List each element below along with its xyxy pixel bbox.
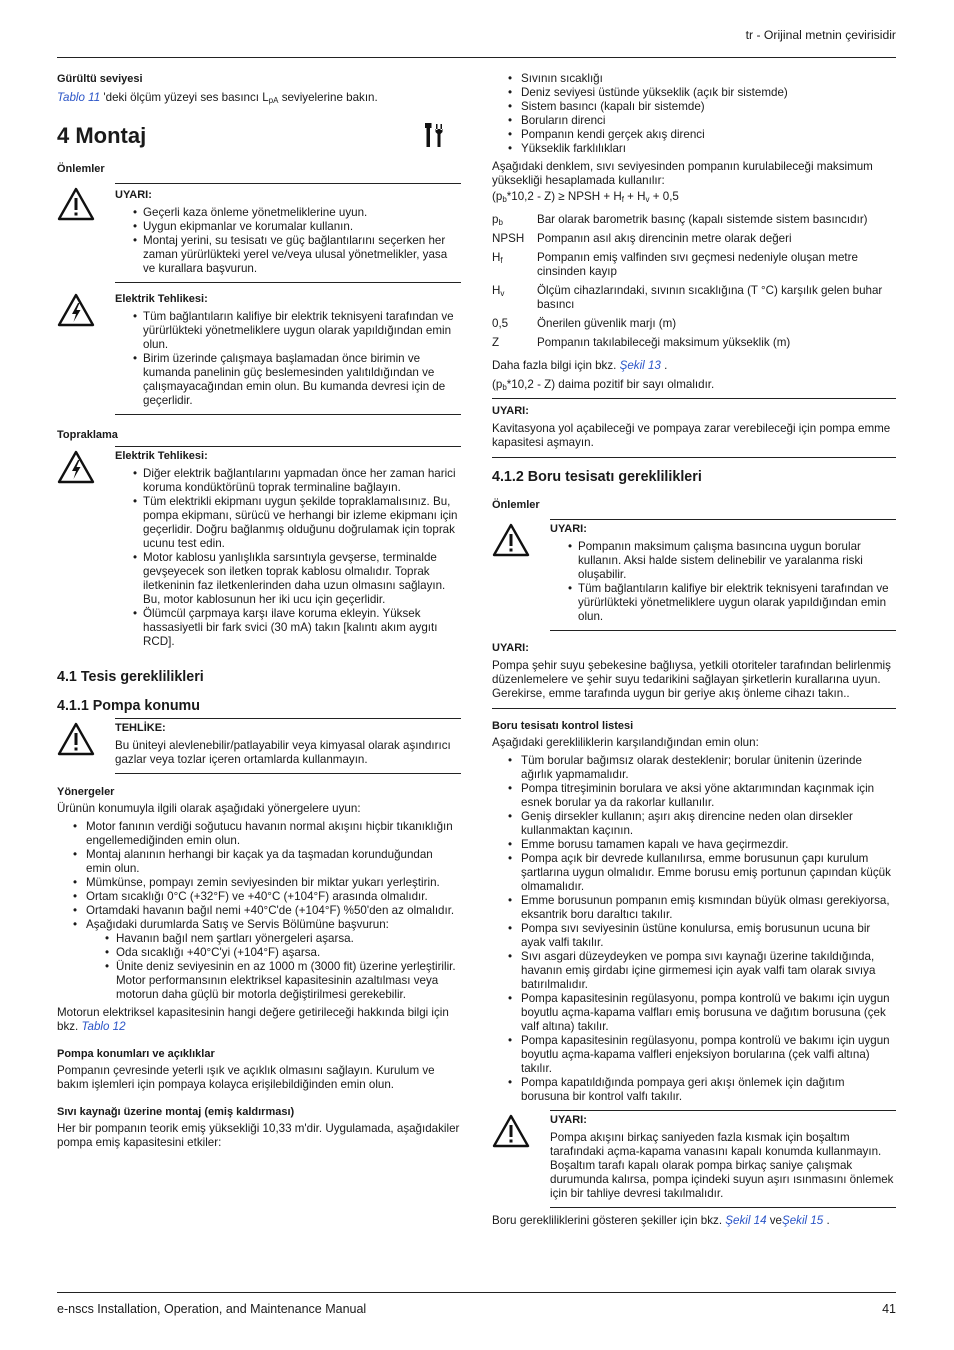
list-item: • Emme borusunun pompanın emiş kısmından büyük olması gerekiyorsa, eksantrik boru daraltıcı takılır.: [492, 894, 896, 922]
term-description: Pompanın emiş valfinden sıvı geçmesi nedeniyle oluşan metre cinsinden kayıp: [537, 251, 858, 278]
list-item: • Tüm bağlantıların kalifiye bir elektrik teknisyeni tarafından ve yürürlükteki yönetmeliklere uygun olarak yapıldığından emin olun.: [115, 310, 461, 352]
warning-label: UYARI:: [115, 189, 152, 201]
warning-triangle-icon: [492, 1114, 530, 1148]
chapter-title: 4 Montaj: [57, 122, 461, 150]
positions-heading: Pompa konumları ve açıklıklar: [57, 1048, 215, 1060]
list-item: • Pompa açık bir devrede kullanılırsa, emme borusunun çapı kurulum şartlarına uygun olmalıdır. Emme borusu emiş portunun çapından küçük olmamalıdır.: [492, 852, 896, 894]
grounding-heading: Topraklama: [57, 429, 118, 441]
figure15-link[interactable]: Şekil 15: [781, 1214, 824, 1227]
page-footer: [57, 1302, 896, 1316]
footer-rule: [57, 1292, 896, 1293]
electrical-hazard-label: Elektrik Tehlikesi:: [115, 293, 208, 305]
list-item: • Yükseklik farklılıkları: [492, 142, 896, 156]
cavitation-text: Kavitasyona yol açabileceği ve pompaya zarar verebileceği için pompa emme kapasitesi aşmayın.: [492, 422, 891, 449]
throttling-warning-box: [492, 1110, 896, 1208]
electrical-hazard-box-1: [57, 283, 461, 415]
term-symbol: $H_v$: [492, 284, 505, 298]
electrical-hazard-icon: [57, 450, 95, 484]
warning-triangle-icon: [57, 722, 95, 756]
guidelines-list: [57, 820, 461, 932]
warning-label: UYARI:: [550, 523, 587, 535]
list-item: • Oda sıcaklığı +40°C'yi (+104°F) aşarsa.: [57, 946, 461, 960]
list-item: • Ölümcül çarpmaya karşı ilave koruma ekleyin. Yüksek hassasiyetli bir fark svici (30 mA) takın [kalıntı akım aygıtı RCD].: [115, 607, 461, 649]
figures-paragraph: Boru gerekliliklerini gösteren şekiller için bkz. Şekil 14 veŞekil 15 .: [492, 1214, 830, 1227]
tools-icon: [425, 123, 443, 149]
noise-paragraph: Tablo 11 'deki ölçüm yüzeyi ses basıncı $L_{pA}$ seviyelerine bakın.: [57, 91, 378, 105]
list-item: • Pompa kapasitesinin regülasyonu, pompa kontrolü ve bakımı için uygun boyutlu açma-kapama valfleri enjeksiyon borularına (çek valfi altına) takılır.: [492, 1034, 896, 1076]
header-rule: [57, 57, 896, 58]
list-item: • Diğer elektrik bağlantılarını yapmadan önce her zaman harici koruma kondüktörünü toprak terminaline bağlayın.: [115, 467, 461, 495]
electrical-hazard-box-2: [57, 446, 461, 655]
warning-triangle-icon: [57, 187, 95, 221]
section-4-1-2-heading: 4.1.2 Boru tesisatı gereklilikleri: [492, 469, 702, 485]
figure14-link[interactable]: Şekil 14: [725, 1214, 767, 1227]
guidelines-sublist: [57, 932, 461, 1002]
table11-link[interactable]: Tablo 11: [57, 91, 101, 104]
warning-box-piping: [492, 519, 896, 631]
warning-triangle-icon: [492, 523, 530, 557]
warning-label: UYARI:: [550, 1114, 587, 1126]
list-item: • Pompa titreşiminin borulara ve aksi yöne aktarımından kaçınmak için esnek borular ya da rakorlar kullanılır.: [492, 782, 896, 810]
list-item: • Pompanın maksimum çalışma basıncına uygun borular kullanın. Aksi halde sistem delinebilir ve yaralanma riski oluşabilir.: [550, 540, 896, 582]
more-info-paragraph: Daha fazla bilgi için bkz. Şekil 13 .: [492, 359, 668, 372]
list-item: • Tüm bağlantıların kalifiye bir elektrik teknisyeni tarafından ve yürürlükteki yönetmeliklere uygun olarak yapıldığından emin olun.: [550, 582, 896, 624]
precautions-heading: Önlemler: [57, 163, 105, 175]
suction-factors-list: [492, 72, 896, 156]
equation-terms: [492, 213, 896, 350]
list-item: • Ünite deniz seviyesinin en az 1000 m (3000 fit) üzerine yerleştirilir. Motor performansının elektriksel kapasitesinin azaltılması veya motorun daha güçlü bir motorla değiştirilmesi gerekebilir.: [57, 960, 461, 1002]
page-number: 41: [882, 1302, 896, 1316]
electrical-hazard-icon: [57, 293, 95, 327]
term-symbol: $H_f$: [492, 251, 503, 265]
precautions-heading: Önlemler: [492, 499, 540, 511]
term-symbol: 0,5: [492, 317, 509, 330]
guidelines-intro: Ürünün konumuyla ilgili olarak aşağıdaki yönergelere uyun:: [57, 802, 361, 815]
term-symbol: NPSH: [492, 232, 525, 245]
list-item: • Uygun ekipmanlar ve korumalar kullanın.: [115, 220, 461, 234]
term-description: Pompanın asıl akış direncinin metre olarak değeri: [537, 232, 792, 245]
list-item: • Pompanın kendi gerçek akış direnci: [492, 128, 896, 142]
throttling-text: Pompa akışını birkaç saniyeden fazla kısmak için boşaltım tarafındaki açma-kapama vanasını kapalı konumda kullanmayın. Boşaltım tarafı kapalı olarak pompa birkaç saniye çalışmak durumunda kalırsa, pompa içindeki suyun aşırı ısınmasını önlemek için bir tahliye devresi takılmalıdır.: [550, 1131, 894, 1200]
list-item: • Tüm borular bağımsız olarak desteklenir; borular ünitenin üzerinde ağırlık yapmamalıdır.: [492, 754, 896, 782]
derate-paragraph: Motorun elektriksel kapasitesinin hangi değere getirileceği hakkında bilgi için bkz. Tablo 12: [57, 1006, 449, 1033]
term-description: Bar olarak barometrik basınç (kapalı sistemde sistem basıncıdır): [537, 213, 868, 226]
list-item: • Mümkünse, pompayı zemin seviyesinden bir miktar yukarı yerleştirin.: [57, 876, 461, 890]
warning-label: UYARI:: [492, 642, 529, 654]
danger-text: Bu üniteyi alevlenebilir/patlayabilir veya kimyasal olarak aşındırıcı gazlar veya tozlar içeren ortamlarda kullanmayın.: [115, 739, 451, 766]
list-item: • Montaj alanının herhangi bir kaçak ya da taşmadan korunduğundan emin olun.: [57, 848, 461, 876]
warning-label: UYARI:: [492, 405, 529, 417]
list-item: • Tüm elektrikli ekipmanı uygun şekilde topraklamalısınız. Bu, pompa ekipmanı, sürücü ve herhangi bir izleme ekipmanı için geçerlidir. Doğru bağlanmış olduğunu doğrulamak için toprak ucunu test edin.: [115, 495, 461, 551]
positive-note: $(p_b*10,2 - Z)$ daima pozitif bir sayı olmalıdır.: [492, 378, 715, 392]
table12-link[interactable]: Tablo 12: [81, 1020, 126, 1033]
electrical-hazard-label: Elektrik Tehlikesi:: [115, 450, 208, 462]
section-4-1-heading: 4.1 Tesis gereklilikleri: [57, 669, 204, 685]
cavitation-warning: [492, 398, 896, 458]
list-item: • Geniş dirsekler kullanın; aşırı akış direncine neden olan dirsekler kullanmaktan kaçının.: [492, 810, 896, 838]
positions-text: Pompanın çevresinde yeterli ışık ve açıklık olmasını sağlayın. Kurulum ve bakım işlemleri için pompaya kolayca erişilebildiğinden emin olun.: [57, 1064, 435, 1091]
list-item: • Pompa sıvı seviyesinin üstüne konulursa, emiş borusunun ucuna bir ayak valfi takılır.: [492, 922, 896, 950]
page-header: tr - Orijinal metnin çevirisidir: [745, 28, 896, 42]
list-item: • Emme borusu tamamen kapalı ve hava geçirmezdir.: [492, 838, 896, 852]
term-symbol: $p_b$: [492, 213, 503, 227]
suction-text: Her bir pompanın teorik emiş yüksekliği 10,33 m'dir. Uygulamada, aşağıdakiler pompa emiş kapasitesini etkiler:: [57, 1122, 460, 1149]
checklist-heading: Boru tesisatı kontrol listesi: [492, 720, 634, 732]
list-item: • Aşağıdaki durumlarda Satış ve Servis Bölümüne başvurun:: [57, 918, 461, 932]
footer-manual-title: e-nscs Installation, Operation, and Maintenance Manual: [57, 1302, 367, 1316]
list-item: • Sıvı asgari düzeydeyken ve pompa sıvı kaynağı üzerine takıldığında, havanın emiş girdabı içine girmemesi için ayak valfi tam olarak sıvıya batırılmalıdır.: [492, 950, 896, 992]
list-item: • Sıvının sıcaklığı: [492, 72, 896, 86]
term-description: Pompanın takılabileceği maksimum yükseklik (m): [537, 336, 791, 349]
equation: $(p_b*10,2 - Z)$ ≥ NPSH + $H_f + H_v + 0,5$: [492, 190, 679, 204]
danger-box: [57, 718, 461, 774]
term-description: Ölçüm cihazlarındaki, sıvının sıcaklığına (T °C) karşılık gelen buhar basıncı: [537, 284, 883, 311]
list-item: • Motor kablosu yanlışlıkla sarsıntıyla gevşerse, terminalde gevşeyecek son iletken toprak kablosu olmalıdır. Toprak iletkeninin faz iletkenlerinden daha uzun olmasını sağlayın. Bu, motor kablosunun her iki ucu için geçerlidir.: [115, 551, 461, 607]
checklist-list: [492, 754, 896, 1104]
section-4-1-1-heading: 4.1.1 Pompa konumu: [57, 698, 201, 714]
figure13-link[interactable]: Şekil 13: [619, 359, 661, 372]
list-item: • Havanın bağıl nem şartları yönergeleri aşarsa.: [57, 932, 461, 946]
list-item: • Birim üzerinde çalışmaya başlamadan önce birimin ve kumanda panelinin güç beslemesinden yalıtıldığından ve çalışmayacağından emin olun. Bu kumanda devresi için de geçerlidir.: [115, 352, 461, 408]
warning-box-general: [57, 183, 461, 283]
left-column: [57, 72, 461, 1150]
list-item: • Pompa kapatıldığında pompaya geri akışı önlemek için dağıtım borusuna bir kontrol valfı takılır.: [492, 1076, 896, 1104]
list-item: • Motor fanının verdiği soğutucu havanın normal akışını hiçbir tıkanıklığın engellemediğinden emin olun.: [57, 820, 461, 848]
term-description: Önerilen güvenlik marjı (m): [537, 317, 677, 330]
danger-label: TEHLİKE:: [115, 722, 166, 734]
city-water-text: Pompa şehir suyu şebekesine bağlıysa, yetkili otoriteler tarafından belirlenmiş düzenlemelere ve şehir suyu tedarikini sağlayan şirketlerin kurallarına uyun. Gerekirse, emme tarafında uygun bir geriye akış önleme cihazı takın..: [492, 659, 891, 700]
right-column: [492, 72, 896, 1228]
list-item: • Montaj yerini, su tesisatı ve güç bağlantılarını seçerken her zaman yürürlükteki yerel ve/veya ulusal yönetmelikler, yasa ve kurallara başvurun.: [115, 234, 461, 276]
list-item: • Ortamdaki havanın bağıl nemi +40°C'de (+104°F) %50'den az olmalıdır.: [57, 904, 461, 918]
term-symbol: Z: [492, 336, 500, 349]
noise-heading: Gürültü seviyesi: [57, 73, 143, 85]
equation-intro: Aşağıdaki denklem, sıvı seviyesinden pompanın kurulabileceği maksimum yüksekliği hesaplamada kullanılır:: [492, 160, 873, 187]
list-item: • Boruların direnci: [492, 114, 896, 128]
list-item: • Pompa kapasitesinin regülasyonu, pompa kontrolü ve bakımı için uygun boyutlu açma-kapama valfları emiş borusuna ve dağıtım borusuna (çek valf altına) takılır.: [492, 992, 896, 1034]
city-water-warning: [492, 631, 896, 709]
list-item: • Ortam sıcaklığı 0°C (+32°F) ve +40°C (+104°F) arasında olmalıdır.: [57, 890, 461, 904]
suction-heading: Sıvı kaynağı üzerine montaj (emiş kaldırması): [57, 1106, 295, 1118]
warning-list: [115, 206, 461, 276]
checklist-intro: Aşağıdaki gerekliliklerin karşılandığından emin olun:: [492, 736, 759, 749]
list-item: • Deniz seviyesi üstünde yükseklik (açık bir sistemde): [492, 86, 896, 100]
list-item: • Geçerli kaza önleme yönetmeliklerine uyun.: [115, 206, 461, 220]
list-item: • Sistem basıncı (kapalı bir sistemde): [492, 100, 896, 114]
guidelines-heading: Yönergeler: [57, 786, 115, 798]
